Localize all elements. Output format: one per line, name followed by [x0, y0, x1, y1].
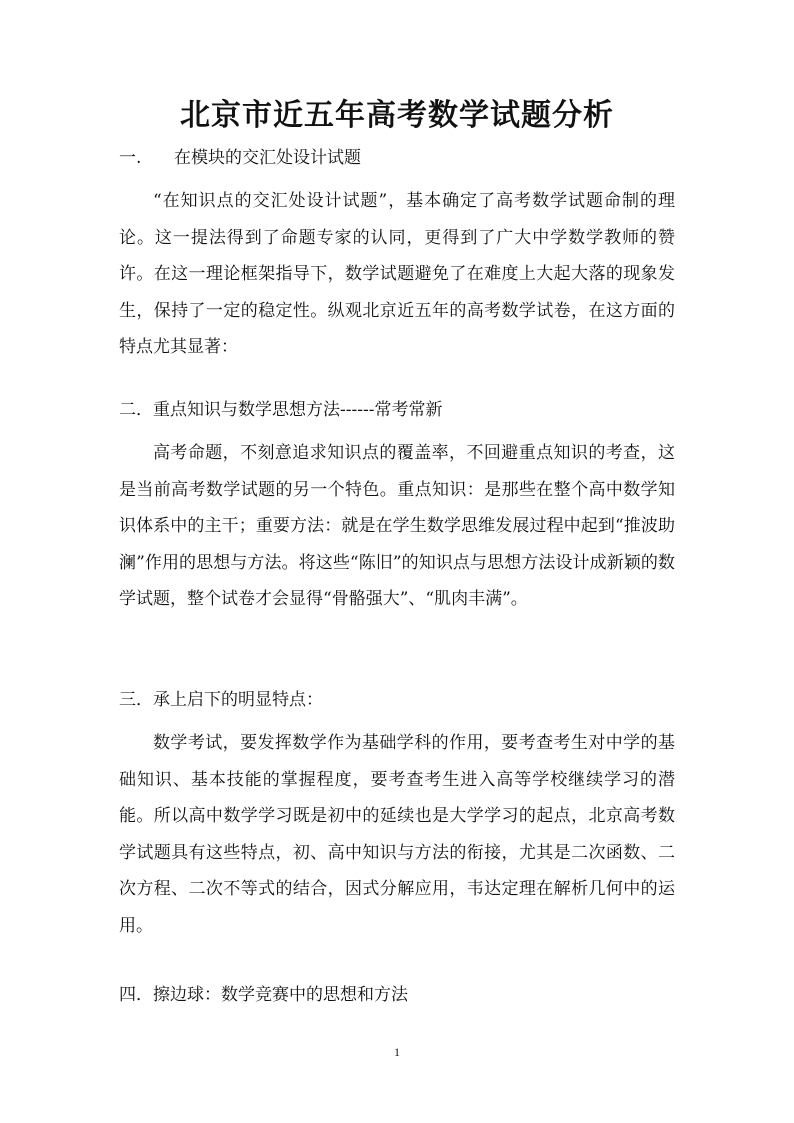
section-heading-text: 重点知识与数学思想方法------常考常新	[153, 400, 443, 420]
document-title: 北京市近五年高考数学试题分析	[180, 98, 614, 133]
section-heading-text: 承上启下的明显特点：	[153, 690, 323, 710]
section-paragraph-1: “在知识点的交汇处设计试题”，基本确定了高考数学试题命制的理论。这一提法得到了命题专家的认同，更得到了广大中学数学教师的赞许。在这一理论框架指导下，数学试题避免了在难度上大起大落的现象发生，保持了一定的稳定性。纵观北京近五年的高考数学试卷，在这方面的特点尤其显著：	[119, 191, 675, 357]
section-heading-1	[119, 146, 361, 170]
section-number: 四．	[119, 985, 153, 1005]
section-number: 一.	[119, 148, 142, 168]
section-heading-3	[119, 688, 323, 712]
section-heading-text: 在模块的交汇处设计试题	[174, 148, 361, 168]
section-number: 二．	[119, 400, 153, 420]
section-paragraph-3: 数学考试，要发挥数学作为基础学科的作用，要考查考生对中学的基础知识、基本技能的掌握程度，要考查考生进入高等学校继续学习的潜能。所以高中数学学习既是初中的延续也是大学学习的起点，北京高考数学试题具有这些特点，初、高中知识与方法的衔接，尤其是二次函数、二次方程、二次不等式的结合，因式分解应用，韦达定理在解析几何中的运用。	[119, 733, 675, 936]
section-number: 三．	[119, 690, 153, 710]
section-heading-4	[119, 983, 408, 1007]
section-heading-2	[119, 398, 442, 422]
section-heading-text: 擦边球：数学竞赛中的思想和方法	[153, 985, 408, 1005]
page-number: 1	[394, 1045, 400, 1059]
section-paragraph-2: 高考命题，不刻意追求知识点的覆盖率，不回避重点知识的考查，这是当前高考数学试题的另一个特色。重点知识：是那些在整个高中数学知识体系中的主干；重要方法：就是在学生数学思维发展过程中起到“推波助澜”作用的思想与方法。将这些“陈旧”的知识点与思想方法设计成新颖的数学试题，整个试卷才会显得“骨骼强大”、“肌肉丰满”。	[119, 443, 675, 609]
